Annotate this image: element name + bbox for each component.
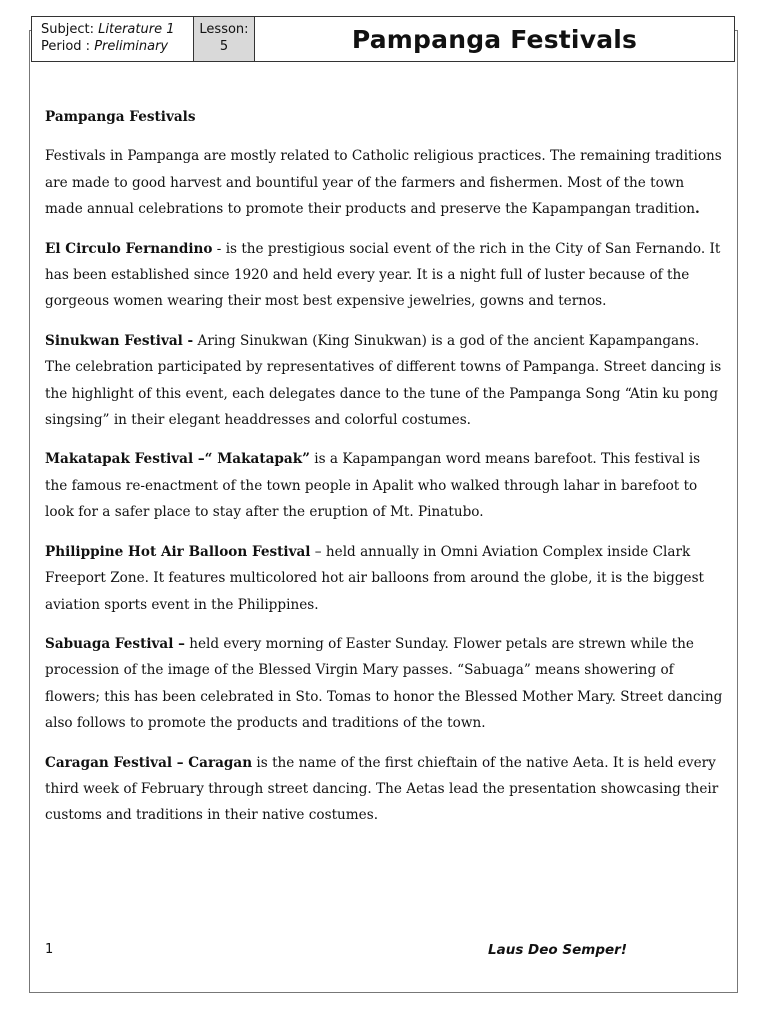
festival-name: El Circulo Fernandino bbox=[45, 240, 213, 257]
period-line bbox=[41, 38, 193, 55]
festival-text: held every morning of Easter Sunday. Flower petals are strewn while the procession of the image of the Blessed Virgin Mary passes. “Sabuaga” means showering of flowers; this has been celebrated in Sto. Tomas to honor the Blessed Mother Mary. Street dancing also follows to promote the products and traditions of the town. bbox=[45, 635, 723, 732]
subject-line bbox=[41, 21, 193, 38]
document-header bbox=[31, 16, 735, 62]
document-body bbox=[45, 104, 725, 842]
festival-text: Aring Sinukwan (King Sinukwan) is a god of the ancient Kapampangans. The celebration participated by representatives of different towns of Pampanga. Street dancing is the highlight of this event, each delegates dance to the tune of the Pampanga Song “Atin ku pong singsing” in their elegant headdresses and colorful costumes. bbox=[45, 332, 722, 429]
festival-name: Makatapak Festival –“ Makatapak” bbox=[45, 451, 310, 468]
festival-name: Sabuaga Festival – bbox=[45, 635, 185, 652]
festival-name: Philippine Hot Air Balloon Festival bbox=[45, 543, 311, 560]
section-heading-text: Pampanga Festivals bbox=[45, 109, 196, 125]
page-number: 1 bbox=[45, 942, 54, 957]
festival-name: Sinukwan Festival - bbox=[45, 332, 194, 349]
festival-text: is a Kapampangan word means barefoot. This festival is the famous re-enactment of the town people in Apalit who walked through lahar in barefoot to look for a safer place to stay after the eruption of Mt. Pinatubo. bbox=[45, 451, 701, 521]
intro-end: . bbox=[695, 201, 700, 218]
festival-paragraph bbox=[45, 446, 725, 525]
festival-text: - is the prestigious social event of the rich in the City of San Fernando. It has been established since 1920 and held every year. It is a night full of luster because of the gorgeous women wearing their most best expensive jewelries, gowns and ternos. bbox=[45, 240, 721, 310]
festival-name: Caragan Festival – Caragan bbox=[45, 754, 253, 771]
festival-text: – held annually in Omni Aviation Complex inside Clark Freeport Zone. It features multicolored hot air balloons from around the globe, it is the biggest aviation sports event in the Philippines. bbox=[45, 543, 705, 613]
subject-period-cell bbox=[32, 17, 194, 61]
period-value: Preliminary bbox=[94, 39, 169, 54]
lesson-cell: Lesson: 5 bbox=[194, 17, 255, 61]
intro-text: Festivals in Pampanga are mostly related to Catholic religious practices. The remaining traditions are made to good harvest and bountiful year of the farmers and fishermen. Most of the town made annual celebrations to promote their products and preserve the Kapampangan tradition bbox=[45, 148, 722, 218]
subject-value: Literature 1 bbox=[98, 22, 175, 37]
intro-paragraph bbox=[45, 143, 725, 222]
festival-paragraph bbox=[45, 539, 725, 618]
section-heading bbox=[45, 104, 725, 130]
festival-paragraph bbox=[45, 236, 725, 315]
subject-label: Subject: bbox=[41, 22, 99, 37]
festival-text: is the name of the first chieftain of the native Aeta. It is held every third week of February through street dancing. The Aetas lead the presentation showcasing their customs and traditions in their native costumes. bbox=[45, 754, 719, 824]
header-title: Pampanga Festivals bbox=[351, 24, 638, 54]
festival-paragraph bbox=[45, 631, 725, 737]
footer-motto: Laus Deo Semper! bbox=[488, 942, 627, 958]
festival-paragraph bbox=[45, 750, 725, 829]
festival-paragraph bbox=[45, 328, 725, 434]
period-label: Period : bbox=[41, 39, 95, 54]
